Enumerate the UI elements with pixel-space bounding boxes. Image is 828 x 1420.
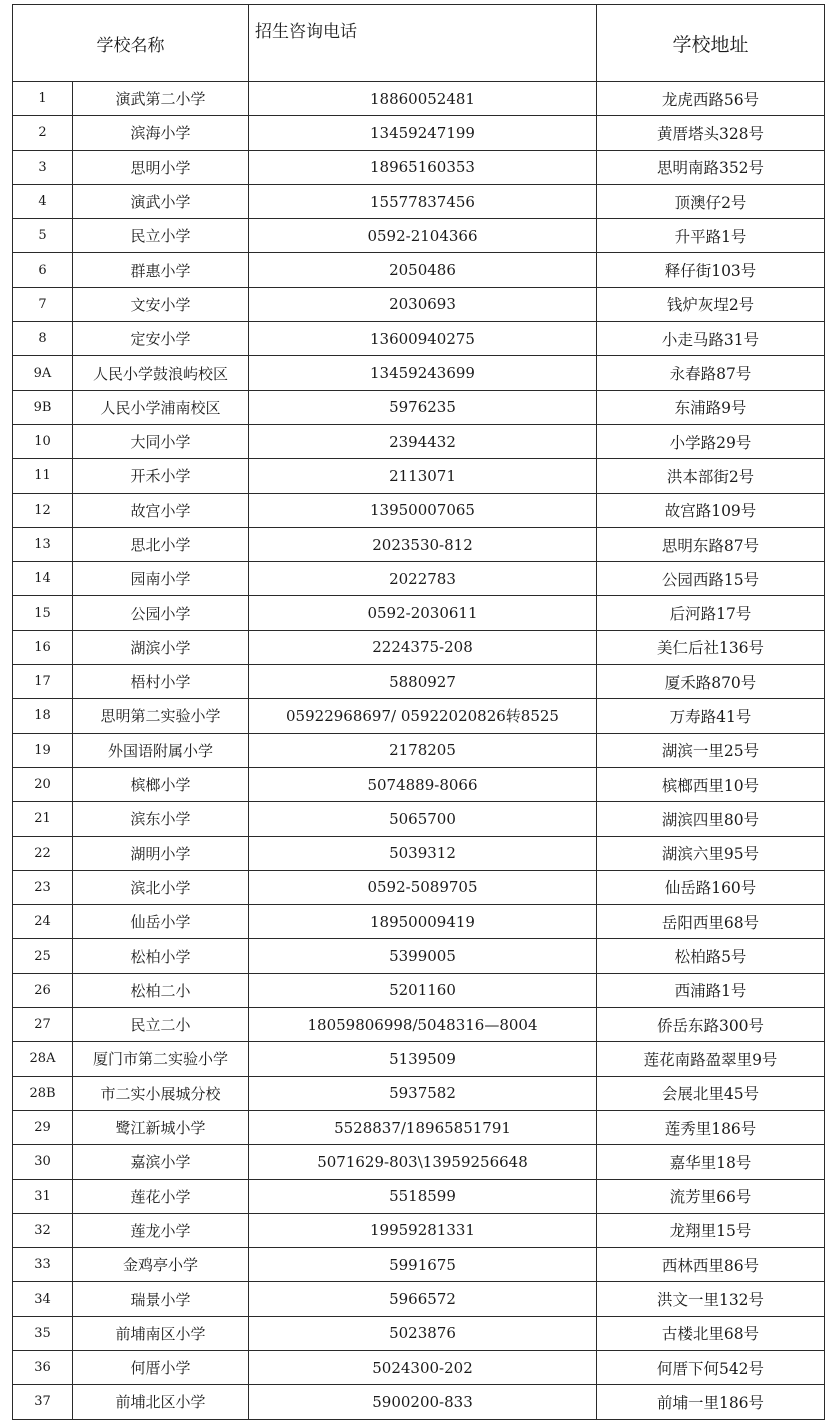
address-cell: 万寿路41号: [597, 699, 825, 733]
row-number: 19: [13, 733, 73, 767]
table-row: [13, 562, 825, 596]
phone-cell: 5074889-8066: [249, 767, 597, 801]
table-row: [13, 184, 825, 218]
row-number: 29: [13, 1110, 73, 1144]
table-row: [13, 596, 825, 630]
address-cell: 后河路17号: [597, 596, 825, 630]
address-cell: 前埔一里186号: [597, 1385, 825, 1419]
row-number: 25: [13, 939, 73, 973]
phone-cell: 18950009419: [249, 905, 597, 939]
phone-cell: 13950007065: [249, 493, 597, 527]
phone-cell: 5201160: [249, 973, 597, 1007]
row-number: 23: [13, 870, 73, 904]
row-number: 11: [13, 459, 73, 493]
row-number: 18: [13, 699, 73, 733]
phone-cell: 5991675: [249, 1248, 597, 1282]
address-cell: 洪文一里132号: [597, 1282, 825, 1316]
table-row: [13, 1248, 825, 1282]
phone-cell: 5399005: [249, 939, 597, 973]
table-row: [13, 356, 825, 390]
table-row: [13, 733, 825, 767]
row-number: 3: [13, 150, 73, 184]
table-row: [13, 1350, 825, 1384]
row-number: 12: [13, 493, 73, 527]
school-name-cell: 公园小学: [73, 596, 249, 630]
phone-cell: 5880927: [249, 665, 597, 699]
address-cell: 西浦路1号: [597, 973, 825, 1007]
school-name-cell: 群惠小学: [73, 253, 249, 287]
table-row: [13, 493, 825, 527]
row-number: 8: [13, 322, 73, 356]
school-name-cell: 莲龙小学: [73, 1213, 249, 1247]
phone-cell: 0592-2030611: [249, 596, 597, 630]
row-number: 9B: [13, 390, 73, 424]
table-row: [13, 1145, 825, 1179]
school-name-cell: 金鸡亭小学: [73, 1248, 249, 1282]
school-name-cell: 思北小学: [73, 527, 249, 561]
school-name-cell: 湖滨小学: [73, 630, 249, 664]
school-name-cell: 演武第二小学: [73, 82, 249, 116]
phone-cell: 0592-5089705: [249, 870, 597, 904]
row-number: 34: [13, 1282, 73, 1316]
address-cell: 岳阳西里68号: [597, 905, 825, 939]
address-cell: 湖滨六里95号: [597, 836, 825, 870]
table-row: [13, 1042, 825, 1076]
phone-cell: 2113071: [249, 459, 597, 493]
row-number: 4: [13, 184, 73, 218]
header-school-address: 学校地址: [597, 5, 825, 82]
row-number: 35: [13, 1316, 73, 1350]
phone-cell: 5024300-202: [249, 1350, 597, 1384]
school-name-cell: 大同小学: [73, 424, 249, 458]
table-row: [13, 870, 825, 904]
address-cell: 思明东路87号: [597, 527, 825, 561]
school-name-cell: 滨北小学: [73, 870, 249, 904]
school-name-cell: 松柏二小: [73, 973, 249, 1007]
address-cell: 龙翔里15号: [597, 1213, 825, 1247]
table-row: [13, 1213, 825, 1247]
school-name-cell: 鹭江新城小学: [73, 1110, 249, 1144]
table-row: [13, 836, 825, 870]
row-number: 14: [13, 562, 73, 596]
table-row: [13, 253, 825, 287]
school-name-cell: 前埔北区小学: [73, 1385, 249, 1419]
phone-cell: 2030693: [249, 287, 597, 321]
row-number: 28B: [13, 1076, 73, 1110]
header-row: [13, 5, 825, 82]
phone-cell: 5139509: [249, 1042, 597, 1076]
header-enrollment-phone: 招生咨询电话: [249, 5, 597, 82]
row-number: 36: [13, 1350, 73, 1384]
row-number: 37: [13, 1385, 73, 1419]
school-name-cell: 松柏小学: [73, 939, 249, 973]
school-name-cell: 文安小学: [73, 287, 249, 321]
address-cell: 厦禾路870号: [597, 665, 825, 699]
school-name-cell: 演武小学: [73, 184, 249, 218]
school-name-cell: 湖明小学: [73, 836, 249, 870]
table-row: [13, 116, 825, 150]
address-cell: 流芳里66号: [597, 1179, 825, 1213]
table-row: [13, 802, 825, 836]
table-row: [13, 905, 825, 939]
school-name-cell: 莲花小学: [73, 1179, 249, 1213]
school-name-cell: 开禾小学: [73, 459, 249, 493]
table-header: [13, 5, 825, 82]
table-row: [13, 1076, 825, 1110]
school-name-cell: 滨东小学: [73, 802, 249, 836]
table-row: [13, 630, 825, 664]
address-cell: 钱炉灰埕2号: [597, 287, 825, 321]
phone-cell: 5518599: [249, 1179, 597, 1213]
phone-cell: 5966572: [249, 1282, 597, 1316]
school-name-cell: 园南小学: [73, 562, 249, 596]
row-number: 27: [13, 1008, 73, 1042]
school-name-cell: 瑞景小学: [73, 1282, 249, 1316]
row-number: 31: [13, 1179, 73, 1213]
row-number: 5: [13, 219, 73, 253]
phone-cell: 2224375-208: [249, 630, 597, 664]
phone-cell: 15577837456: [249, 184, 597, 218]
row-number: 7: [13, 287, 73, 321]
school-name-cell: 故宫小学: [73, 493, 249, 527]
address-cell: 东浦路9号: [597, 390, 825, 424]
address-cell: 小走马路31号: [597, 322, 825, 356]
address-cell: 永春路87号: [597, 356, 825, 390]
row-number: 13: [13, 527, 73, 561]
address-cell: 松柏路5号: [597, 939, 825, 973]
school-name-cell: 人民小学鼓浪屿校区: [73, 356, 249, 390]
phone-cell: 2050486: [249, 253, 597, 287]
table-row: [13, 1110, 825, 1144]
address-cell: 古楼北里68号: [597, 1316, 825, 1350]
phone-cell: 2178205: [249, 733, 597, 767]
school-name-cell: 仙岳小学: [73, 905, 249, 939]
table-row: [13, 973, 825, 1007]
row-number: 10: [13, 424, 73, 458]
school-name-cell: 嘉滨小学: [73, 1145, 249, 1179]
school-name-cell: 人民小学浦南校区: [73, 390, 249, 424]
row-number: 22: [13, 836, 73, 870]
table-row: [13, 1385, 825, 1419]
school-directory-sheet: [12, 4, 824, 1412]
address-cell: 嘉华里18号: [597, 1145, 825, 1179]
address-cell: 西林西里86号: [597, 1248, 825, 1282]
phone-cell: 13600940275: [249, 322, 597, 356]
row-number: 16: [13, 630, 73, 664]
school-name-cell: 思明小学: [73, 150, 249, 184]
row-number: 17: [13, 665, 73, 699]
phone-cell: 5071629-803\13959256648: [249, 1145, 597, 1179]
address-cell: 黄厝塔头328号: [597, 116, 825, 150]
address-cell: 龙虎西路56号: [597, 82, 825, 116]
address-cell: 何厝下何542号: [597, 1350, 825, 1384]
table-row: [13, 527, 825, 561]
address-cell: 仙岳路160号: [597, 870, 825, 904]
school-name-cell: 思明第二实验小学: [73, 699, 249, 733]
table-row: [13, 699, 825, 733]
phone-cell: 13459247199: [249, 116, 597, 150]
phone-cell: 18059806998/5048316—8004: [249, 1008, 597, 1042]
address-cell: 湖滨一里25号: [597, 733, 825, 767]
address-cell: 会展北里45号: [597, 1076, 825, 1110]
phone-cell: 18860052481: [249, 82, 597, 116]
phone-cell: 13459243699: [249, 356, 597, 390]
school-name-cell: 厦门市第二实验小学: [73, 1042, 249, 1076]
address-cell: 小学路29号: [597, 424, 825, 458]
table-row: [13, 322, 825, 356]
address-cell: 美仁后社136号: [597, 630, 825, 664]
school-name-cell: 民立小学: [73, 219, 249, 253]
address-cell: 槟榔西里10号: [597, 767, 825, 801]
row-number: 28A: [13, 1042, 73, 1076]
table-row: [13, 1179, 825, 1213]
school-name-cell: 市二实小展城分校: [73, 1076, 249, 1110]
address-cell: 侨岳东路300号: [597, 1008, 825, 1042]
school-enrollment-table: [12, 4, 825, 1420]
phone-cell: 05922968697/ 05922020826转8525: [249, 699, 597, 733]
row-number: 2: [13, 116, 73, 150]
phone-cell: 19959281331: [249, 1213, 597, 1247]
table-row: [13, 939, 825, 973]
table-row: [13, 82, 825, 116]
table-body: [13, 82, 825, 1420]
phone-cell: 0592-2104366: [249, 219, 597, 253]
table-row: [13, 150, 825, 184]
school-name-cell: 外国语附属小学: [73, 733, 249, 767]
school-name-cell: 前埔南区小学: [73, 1316, 249, 1350]
table-row: [13, 219, 825, 253]
address-cell: 公园西路15号: [597, 562, 825, 596]
phone-cell: 2394432: [249, 424, 597, 458]
phone-cell: 5023876: [249, 1316, 597, 1350]
row-number: 24: [13, 905, 73, 939]
school-name-cell: 滨海小学: [73, 116, 249, 150]
table-row: [13, 459, 825, 493]
table-row: [13, 767, 825, 801]
table-row: [13, 424, 825, 458]
address-cell: 湖滨四里80号: [597, 802, 825, 836]
address-cell: 洪本部街2号: [597, 459, 825, 493]
table-row: [13, 287, 825, 321]
address-cell: 升平路1号: [597, 219, 825, 253]
phone-cell: 5039312: [249, 836, 597, 870]
row-number: 30: [13, 1145, 73, 1179]
address-cell: 故宫路109号: [597, 493, 825, 527]
school-name-cell: 何厝小学: [73, 1350, 249, 1384]
address-cell: 思明南路352号: [597, 150, 825, 184]
row-number: 6: [13, 253, 73, 287]
table-row: [13, 665, 825, 699]
table-row: [13, 390, 825, 424]
header-school-name: 学校名称: [13, 5, 249, 82]
row-number: 1: [13, 82, 73, 116]
table-row: [13, 1282, 825, 1316]
phone-cell: 5900200-833: [249, 1385, 597, 1419]
school-name-cell: 梧村小学: [73, 665, 249, 699]
row-number: 26: [13, 973, 73, 1007]
school-name-cell: 定安小学: [73, 322, 249, 356]
table-row: [13, 1008, 825, 1042]
phone-cell: 5065700: [249, 802, 597, 836]
address-cell: 莲秀里186号: [597, 1110, 825, 1144]
row-number: 9A: [13, 356, 73, 390]
school-name-cell: 槟榔小学: [73, 767, 249, 801]
row-number: 15: [13, 596, 73, 630]
row-number: 32: [13, 1213, 73, 1247]
phone-cell: 18965160353: [249, 150, 597, 184]
address-cell: 莲花南路盈翠里9号: [597, 1042, 825, 1076]
phone-cell: 5976235: [249, 390, 597, 424]
row-number: 21: [13, 802, 73, 836]
address-cell: 顶澳仔2号: [597, 184, 825, 218]
address-cell: 释仔街103号: [597, 253, 825, 287]
phone-cell: 2022783: [249, 562, 597, 596]
table-row: [13, 1316, 825, 1350]
row-number: 20: [13, 767, 73, 801]
phone-cell: 5937582: [249, 1076, 597, 1110]
school-name-cell: 民立二小: [73, 1008, 249, 1042]
phone-cell: 2023530-812: [249, 527, 597, 561]
phone-cell: 5528837/18965851791: [249, 1110, 597, 1144]
row-number: 33: [13, 1248, 73, 1282]
